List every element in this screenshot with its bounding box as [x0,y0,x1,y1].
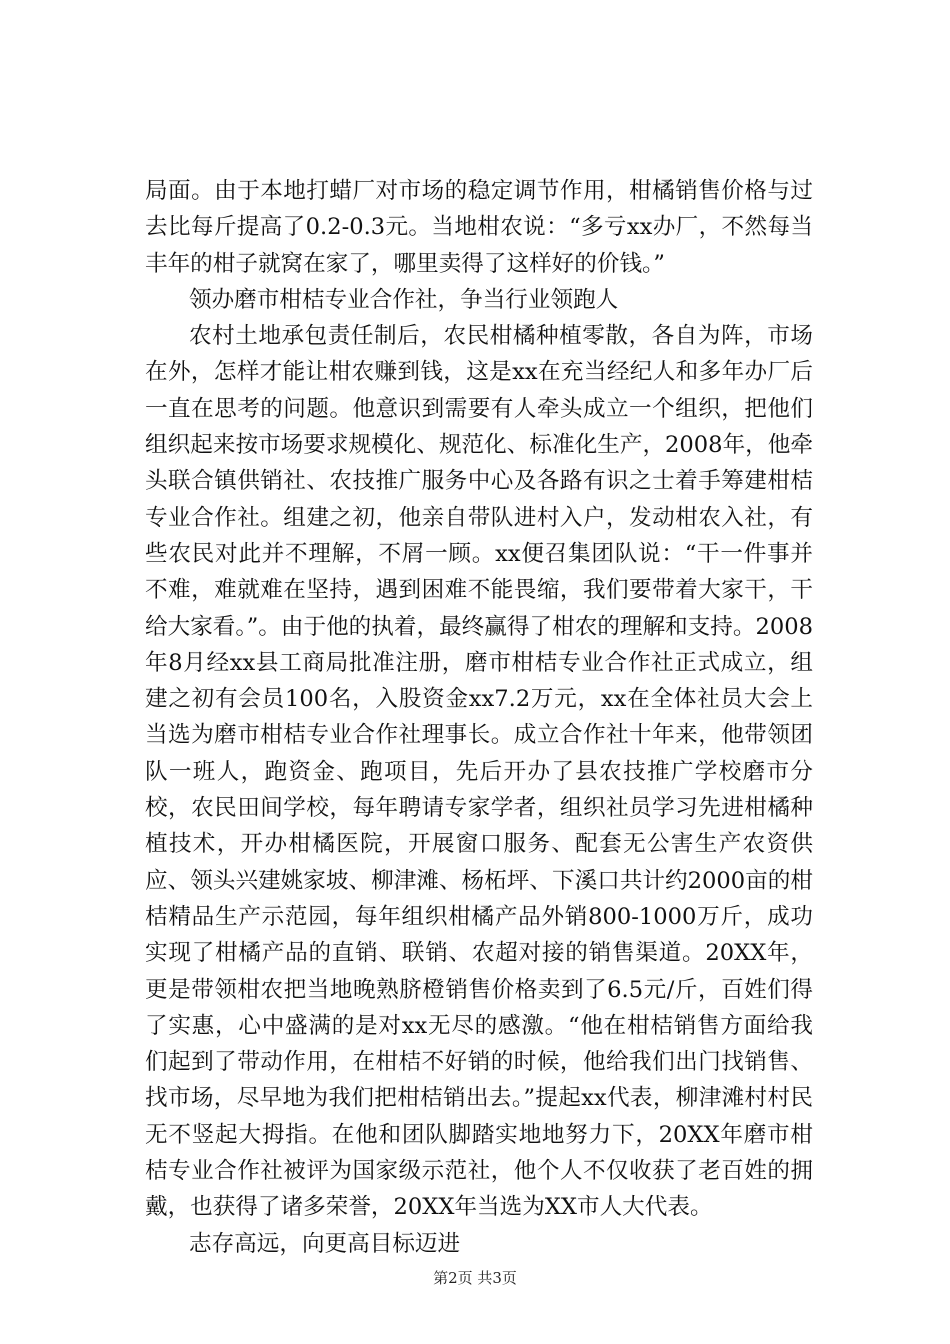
page-footer: 第2页 共3页 [433,1269,517,1287]
paragraph-continuation: 局面。由于本地打蜡厂对市场的稳定调节作用，柑橘销售价格与过去比每斤提高了0.2-0.3元。当地柑农说：“多亏xx办厂，不然每当丰年的柑子就窝在家了，哪里卖得了这样好的价钱。” [145,178,813,277]
section-heading-cooperative: 领办磨市柑桔专业合作社，争当行业领跑人 [189,286,619,313]
document-body [145,173,813,1262]
section-heading-ambition: 志存高远，向更高目标迈进 [189,1230,461,1257]
paragraph-cooperative: 农村土地承包责任制后，农民柑橘种植零散，各自为阵，市场在外，怎样才能让柑农赚到钱，这是xx在充当经纪人和多年办厂后一直在思考的问题。他意识到需要有人牵头成立一个组织，把他们组织起来按市场要求规模化、规范化、标准化生产，2008年，他牵头联合镇供销社、农技推广服务中心及各路有识之士着手筹建柑桔专业合作社。组建之初，他亲自带队进村入户，发动柑农入社，有些农民对此并不理解，不屑一顾。xx便召集团队说：“干一件事并不难，难就难在坚持，遇到困难不能畏缩，我们要带着大家干，干给大家看。”。由于他的执着，最终赢得了柑农的理解和支持。2008年8月经xx县工商局批准注册，磨市柑桔专业合作社正式成立，组建之初有会员100名，入股资金xx7.2万元，xx在全体社员大会上当选为磨市柑桔专业合作社理事长。成立合作社十年来，他带领团队一班人，跑资金、跑项目，先后开办了县农技推广学校磨市分校，农民田间学校，每年聘请专家学者，组织社员学习先进柑橘种植技术，开办柑橘医院，开展窗口服务、配套无公害生产农资供应、领头兴建姚家坡、柳津滩、杨柘坪、下溪口共计约2000亩的柑桔精品生产示范园，每年组织柑橘产品外销800-1000万斤，成功实现了柑橘产品的直销、联销、农超对接的销售渠道。20XX年，更是带领柑农把当地晚熟脐橙销售价格卖到了6.5元/斤，百姓们得了实惠，心中盛满的是对xx无尽的感激。“他在柑桔销售方面给我们起到了带动作用，在柑桔不好销的时候，他给我们出门找销售、找市场，尽早地为我们把柑桔销出去。”提起xx代表，柳津滩村村民无不竖起大拇指。在他和团队脚踏实地地努力下，20XX年磨市柑桔专业合作社被评为国家级示范社，他个人不仅收获了老百姓的拥戴，也获得了诸多荣誉，20XX年当选为XX市人大代表。 [145,323,813,1221]
